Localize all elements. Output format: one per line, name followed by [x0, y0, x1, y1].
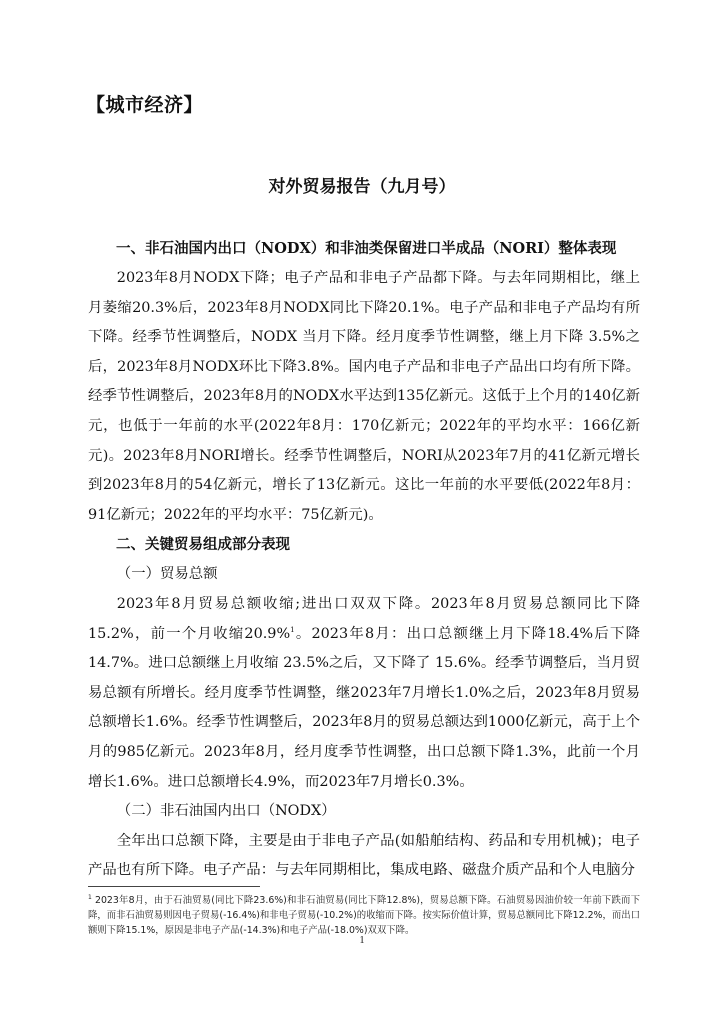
section-2-heading: 二、关键贸易组成部分表现: [116, 536, 290, 554]
section-tag: 【城市经济】: [86, 94, 204, 116]
subsection-nodx-heading: （二）非石油国内出口（NODX）: [116, 803, 336, 820]
subsection-trade-total-paragraph: [88, 590, 640, 797]
page-title: 对外贸易报告（九月号）: [268, 177, 456, 197]
trade-total-text-part-2: 。2023年8月：出口总额继上月下降18.4%后下降14.7%。进口总额继上月收缩 23.5%之后，又下降了 15.6%。经季节调整后，当月贸易总额有所增长。经月度季节性调整，继2023年7月增长1.0%之后，2023年8月贸易总额增长1.6%。经季节性调整后，2023年8月的贸易总额达到1000亿新元，高于上个月的985亿新元。2023年8月，经月度季节性调整，出口总额下降1.3%，此前一个月增长1.6%。进口总额增长4.9%，而2023年7月增长0.3%。: [88, 625, 640, 790]
subsection-nodx-paragraph: 全年出口总额下降，主要是由于非电子产品(如船舶结构、药品和专用机械)；电子产品也有所下降。电子产品：与去年同期相比，集成电路、磁盘介质产品和个人电脑分: [88, 832, 640, 879]
section-1-paragraph: 2023年8月NODX下降；电子产品和非电子产品都下降。与去年同期相比，继上月萎缩20.3%后，2023年8月NODX同比下降20.1%。电子产品和非电子产品均有所下降。经季节性调整后，NODX 当月下降。经月度季节性调整，继上月下降 3.5%之后，2023年8月NODX环比下降3.8%。国内电子产品和非电子产品出口均有所下降。经季节性调整后，2023年8月的NODX水平达到135亿新元。这低于上个月的140亿新元，也低于一年前的水平(2022年8月：170亿新元；2022年的平均水平：166亿新元)。2023年8月NORI增长。经季节性调整后，NORI从2023年7月的41亿新元增长到2023年8月的54亿新元，增长了13亿新元。这比一年前的水平要低(2022年8月：91亿新元；2022年的平均水平：75亿新元)。: [88, 270, 640, 523]
trade-total-text-part-1: 2023年8月贸易总额收缩;进出口双双下降。2023年8月贸易总额同比下降15.2%，前一个月收缩20.9%: [88, 595, 640, 642]
footnote-divider: [88, 886, 260, 887]
page-number: 1: [359, 935, 365, 946]
document-body: [88, 234, 640, 886]
footnote: [88, 893, 640, 938]
footnote-marker: 1: [88, 893, 92, 901]
subsection-trade-total-heading: （一）贸易总额: [116, 566, 218, 583]
footnote-text: 2023年8月，由于石油贸易(同比下降23.6%)和非石油贸易(同比下降12.8%)，贸易总额下降。石油贸易因油价较一年前下跌而下降，而非石油贸易则因电子贸易(-16.4%)和非电子贸易(-10.2%)的收缩而下降。按实际价值计算，贸易总额同比下降12.2%，而出口额则下降15.1%，原因是非电子产品(-14.3%)和电子产品(-18.0%)双双下降。: [88, 895, 640, 936]
section-1-heading: 一、非石油国内出口（NODX）和非油类保留进口半成品（NORI）整体表现: [116, 240, 617, 257]
footnote-reference[interactable]: 1: [290, 625, 295, 634]
